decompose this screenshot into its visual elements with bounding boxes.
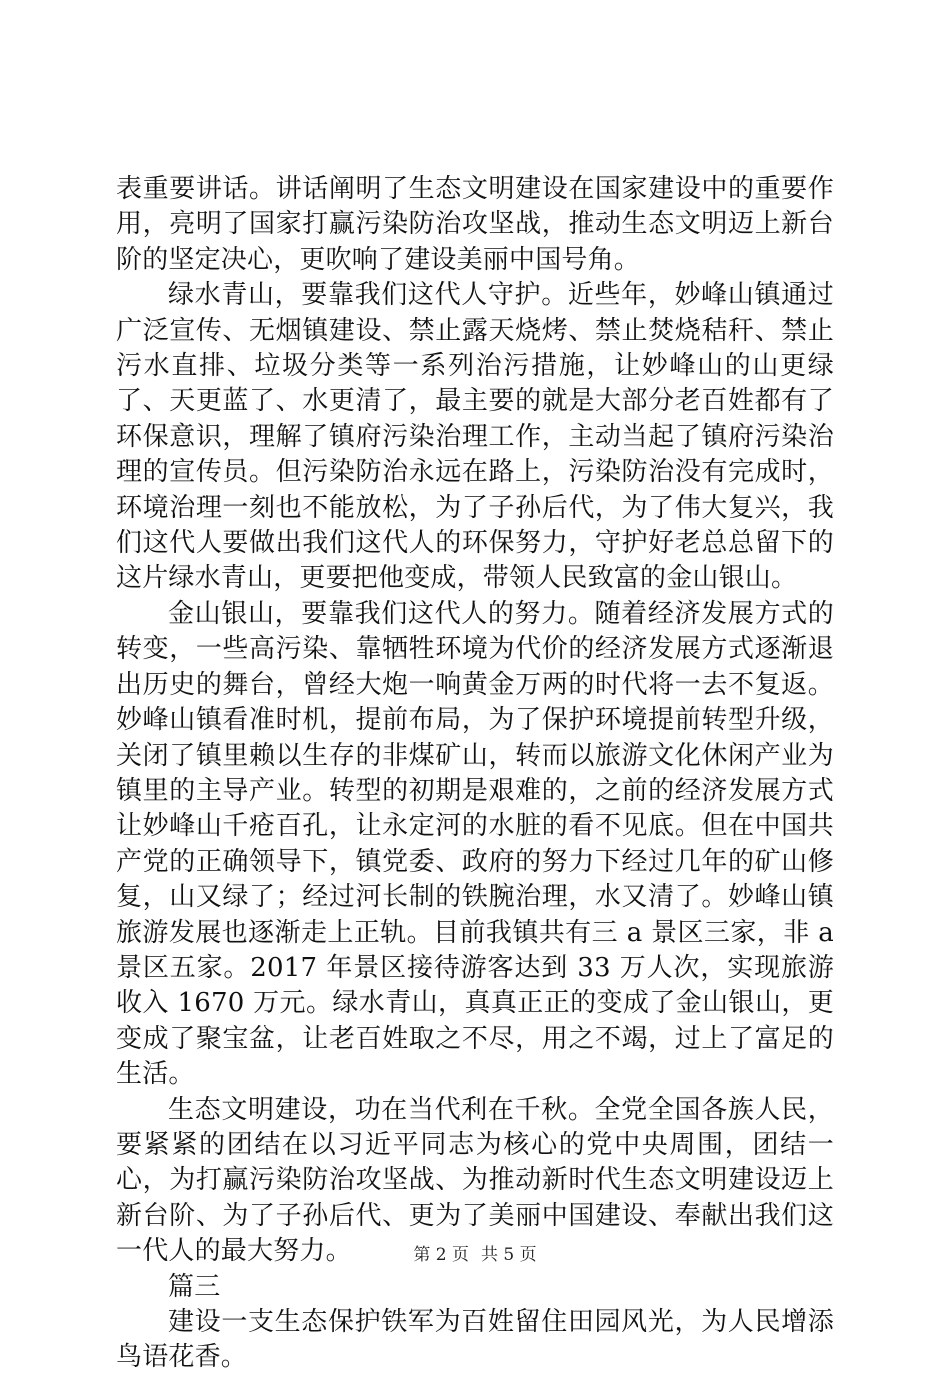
section-heading-part-three: 篇三 [168,1271,221,1302]
paragraph-part-three-intro: 建设一支生态保护铁军为百姓留住田园风光，为人民增添鸟语花香。 [116,1307,834,1373]
document-body [116,172,834,1376]
paragraph-ecological-civilization: 生态文明建设，功在当代利在千秋。全党全国各族人民，要紧紧的团结在以习近平同志为核心的党中央周围，团结一心，为打赢污染防治攻坚战、为推动新时代生态文明建设迈上新台阶、为了子孙后代、更为了美丽中国建设、奉献出我们这一代人的最大努力。 [116,1094,834,1267]
page-footer [0,1244,950,1266]
page-number: 第 2 页 [413,1245,469,1265]
paragraph-gold-mountains: 金山银山，要靠我们这代人的努力。随着经济发展方式的转变，一些高污染、靠牺牲环境为代价的经济发展方式逐渐退出历史的舞台，曾经大炮一响黄金万两的时代将一去不复返。妙峰山镇看准时机，提前布局，为了保护环境提前转型升级，关闭了镇里赖以生存的非煤矿山，转而以旅游文化休闲产业为镇里的主导产业。转型的初期是艰难的，之前的经济发展方式让妙峰山千疮百孔，让永定河的水脏的看不见底。但在中国共产党的正确领导下，镇党委、政府的努力下经过几年的矿山修复，山又绿了；经过河长制的铁腕治理，水又清了。妙峰山镇旅游发展也逐渐走上正轨。目前我镇共有三 a 景区三家，非 a 景区五家。2017 年景区接待游客达到 33 万人次，实现旅游收入 1670 万元。绿水青山，真真正正的变成了金山银山，更变成了聚宝盆，让老百姓取之不尽，用之不竭，过上了富足的生活。 [116,598,834,1090]
paragraph-continuation: 表重要讲话。讲话阐明了生态文明建设在国家建设中的重要作用，亮明了国家打赢污染防治攻坚战，推动生态文明迈上新台阶的坚定决心，更吹响了建设美丽中国号角。 [116,174,834,275]
page-total: 共 5 页 [481,1245,537,1265]
paragraph-green-mountains: 绿水青山，要靠我们这代人守护。近些年，妙峰山镇通过广泛宣传、无烟镇建设、禁止露天烧烤、禁止焚烧秸秆、禁止污水直排、垃圾分类等一系列治污措施，让妙峰山的山更绿了、天更蓝了、水更清了，最主要的就是大部分老百姓都有了环保意识，理解了镇府污染治理工作，主动当起了镇府污染治理的宣传员。但污染防治永远在路上，污染防治没有完成时，环境治理一刻也不能放松，为了子孙后代，为了伟大复兴，我们这代人要做出我们这代人的环保努力，守护好老总总留下的这片绿水青山，更要把他变成，带领人民致富的金山银山。 [116,280,834,594]
